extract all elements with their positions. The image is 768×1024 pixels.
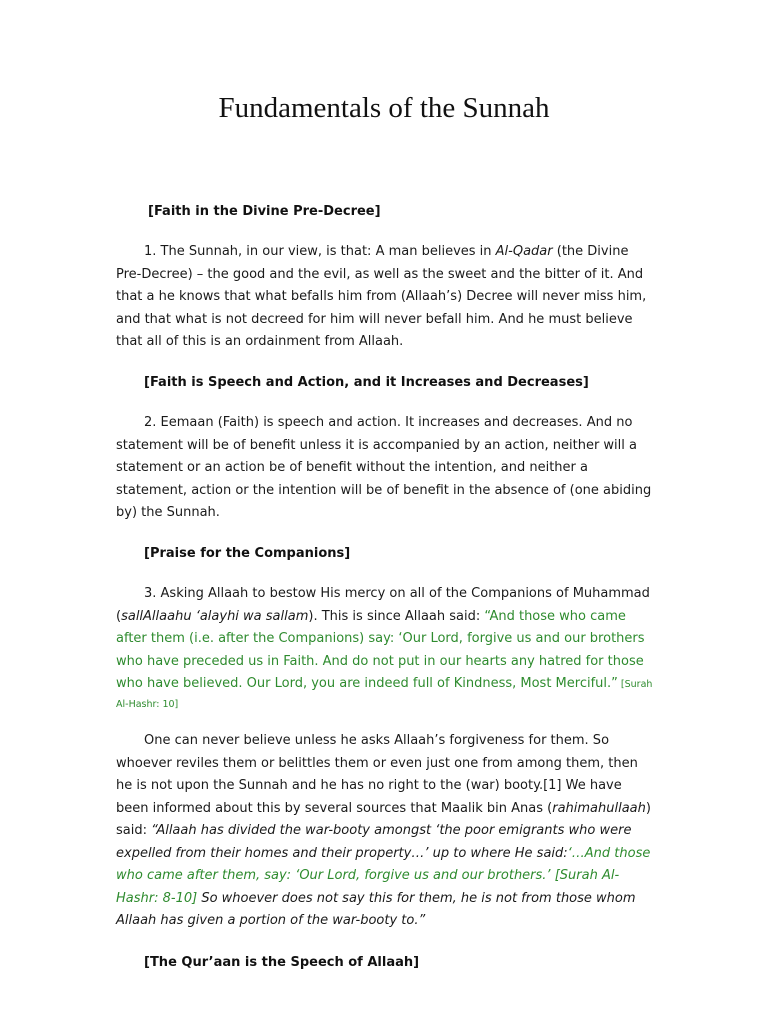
paragraph-4-term: rahimahullaah xyxy=(552,800,646,816)
paragraph-2 xyxy=(116,412,656,525)
paragraph-1-term: Al-Qadar xyxy=(495,244,553,259)
paragraph-3-honorific: sallAllaahu ‘alayhi wa sallam xyxy=(121,608,309,624)
quran-reference-start: [Surah xyxy=(617,679,653,690)
paragraph-1-text-a: 1. The Sunnah, in our view, is that: A man believes in xyxy=(144,244,496,259)
quran-quote: “And those who came after them (i.e. after the Companions) say: ‘Our Lord, forgive us and our brothers who have preceded us in Faith. And do not put in our hearts any hatred for those who have believed. Our Lord, you are indeed full of Kindness, Most Merciful.” xyxy=(116,608,645,691)
paragraph-4 xyxy=(116,730,656,933)
paragraph-1-text-c: (the Divine Pre-Decree) – the good and the evil, as well as the sweet and the bitter of it. And that a he knows that what befalls him from (Allaah’s) Decree will never miss him, and that what is not decreed for him will never befall him. And he must believe that all of this is an ordainment from Allaah. xyxy=(116,244,647,349)
paragraph-3-text-a: 3. Asking Allaah to bestow His mercy on all of the Companions of Muhammad ( xyxy=(116,586,650,624)
maalik-quote: “Allaah has divided the war-booty amongst ‘the poor emigrants who were expelled from their homes and their property…’ up to where He said: xyxy=(116,823,632,861)
paragraph-2-text: 2. Eemaan (Faith) is speech and action. It increases and decreases. And no statement will be of benefit unless it is accompanied by an action, neither will a statement or an action be of benefit without the intention, and neither a statement, action or the intention will be of benefit in the absence of (one abiding by) the Sunnah. xyxy=(116,415,652,520)
section-heading-companions: [Praise for the Companions] xyxy=(144,546,351,561)
paragraph-3 xyxy=(116,583,656,712)
paragraph-4-text-c: ) said: xyxy=(116,800,651,838)
maalik-quran-quote: ‘…And those who came after them, say: ‘Our Lord, forgive us and our brothers.’ [Surah Al-Hashr: 8-10] xyxy=(116,845,651,906)
section-heading-pre-decree: [Faith in the Divine Pre-Decree] xyxy=(148,204,381,219)
paragraph-3-text-c: ). This is since Allaah said: xyxy=(308,608,485,624)
section-heading-quran: [The Qur’aan is the Speech of Allaah] xyxy=(144,955,420,970)
page-title: Fundamentals of the Sunnah xyxy=(218,92,550,124)
section-heading-faith: [Faith is Speech and Action, and it Increases and Decreases] xyxy=(144,375,589,390)
paragraph-1 xyxy=(116,241,656,354)
paragraph-4-text-a: One can never believe unless he asks Allaah’s forgiveness for them. So whoever reviles them or belittles them or even just one from among them, then he is not upon the Sunnah and he has no right to the (war) booty.[1] We have been informed about this by several sources that Maalik bin Anas ( xyxy=(116,733,638,816)
maalik-quote-end: So whoever does not say this for them, he is not from those whom Allaah has given a portion of the war-booty to.” xyxy=(116,890,636,928)
quran-reference-end: Al-Hashr: 10] xyxy=(116,698,179,710)
